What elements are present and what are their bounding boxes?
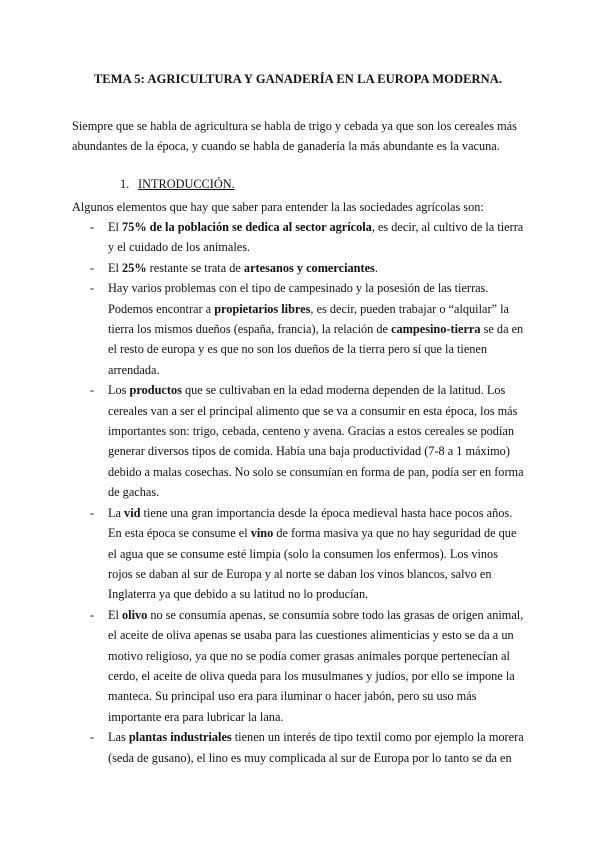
bullet-item bbox=[72, 258, 524, 278]
bullet-text: , es decir, al cultivo de la tierra y el cuidado de los animales. bbox=[108, 220, 524, 255]
bullet-text: Hay varios problemas con el tipo de campesinado y la posesión de las tierras. Podemos encontrar a bbox=[108, 281, 489, 316]
section-number: 1. bbox=[120, 177, 130, 191]
bullet-text: de forma masiva ya que no hay seguridad de que el agua que se consume esté limpia (solo la consumen los enfermos). Los vinos rojos se daban al sur de Europa y al norte se daban los vinos blancos, salvo en Inglaterra ya que debido a su latitud no lo producían. bbox=[108, 526, 517, 602]
bold-text: vino bbox=[250, 526, 274, 541]
bullet-list bbox=[72, 217, 524, 768]
bullet-text: El bbox=[108, 220, 123, 234]
bullet-text: que se cultivaban en la edad moderna dependen de la latitud. Los cereales van a ser el principal alimento que se va a consumir en esta época, los más importantes son: trigo, cebada, centeno y avena. Gracias a estos cereales se podían generar diversos tipos de comida. Había una baja productividad (7-8 a 1 máximo) debido a malas cosechas. No solo se consumían en forma de pan, podía ser en forma de gachas. bbox=[108, 383, 524, 500]
bullet-item bbox=[72, 278, 524, 380]
document-title: TEMA 5: AGRICULTURA Y GANADERÍA EN LA EUROPA MODERNA. bbox=[93, 72, 503, 86]
bullet-text: Los bbox=[108, 383, 130, 398]
bold-text: vid bbox=[124, 505, 141, 520]
bullet-item bbox=[72, 380, 524, 502]
bold-text: artesanos y comerciantes bbox=[243, 260, 375, 275]
bullet-text: tiene una gran importancia desde la época medieval hasta hace pocos años. En esta época se consume el bbox=[108, 505, 513, 541]
bold-text: olivo bbox=[122, 607, 148, 622]
bold-text: plantas industriales bbox=[128, 730, 232, 745]
bullet-text: restante se trata de bbox=[146, 260, 244, 275]
bullet-item bbox=[72, 503, 524, 605]
bullet-text: no se consumía apenas, se consumía sobre todo las grasas de origen animal, el aceite de oliva apenas se usaba para las cuestiones alimenticias y esto se da a un motivo religioso, ya que no se podía comer grasas animales porque pertenecían al cerdo, el aceite de oliva queda para los musulmanes y judíos, por ello se impone la manteca. Su principal uso era para iluminar o hacer jabón, pero su uso más importante era para lubricar la lana. bbox=[108, 607, 524, 724]
section-lead: Algunos elementos que hay que saber para entender la las sociedades agrícolas son: bbox=[72, 200, 484, 214]
section-heading bbox=[120, 177, 235, 192]
bullet-text: El bbox=[108, 260, 123, 275]
section-title: INTRODUCCIÓN. bbox=[138, 177, 235, 191]
bullet-item bbox=[72, 727, 524, 768]
bullet-text: . bbox=[374, 260, 378, 275]
bold-text: 75% de la población se dedica al sector agrícola bbox=[122, 220, 372, 234]
intro-paragraph: Siempre que se habla de agricultura se habla de trigo y cebada ya que son los cereales más abundantes de la época, y cuando se habla de ganadería la más abundante es la vacuna. bbox=[72, 119, 517, 153]
bullet-text: Las bbox=[108, 730, 129, 745]
bullet-text: , es decir, pueden trabajar o “alquilar” la tierra los mismos dueños (españa, francia), la relación de bbox=[108, 301, 509, 337]
bold-text: productos bbox=[129, 383, 182, 398]
bold-text: 25% bbox=[122, 260, 147, 275]
bullet-item bbox=[72, 605, 524, 727]
bold-text: propietarios libres bbox=[214, 301, 311, 316]
bullet-text: La bbox=[108, 505, 125, 520]
bold-text: campesino-tierra bbox=[391, 322, 481, 337]
bullet-text: tienen un interés de tipo textil como por ejemplo la morera (seda de gusano), el lino es muy complicada al sur de Europa por lo tanto se da en bbox=[108, 730, 524, 765]
bullet-text: El bbox=[108, 607, 123, 622]
bullet-item bbox=[72, 217, 524, 258]
bullet-text: se da en el resto de europa y es que no son los dueños de la tierra pero sí que la tienen arrendada. bbox=[108, 322, 524, 377]
